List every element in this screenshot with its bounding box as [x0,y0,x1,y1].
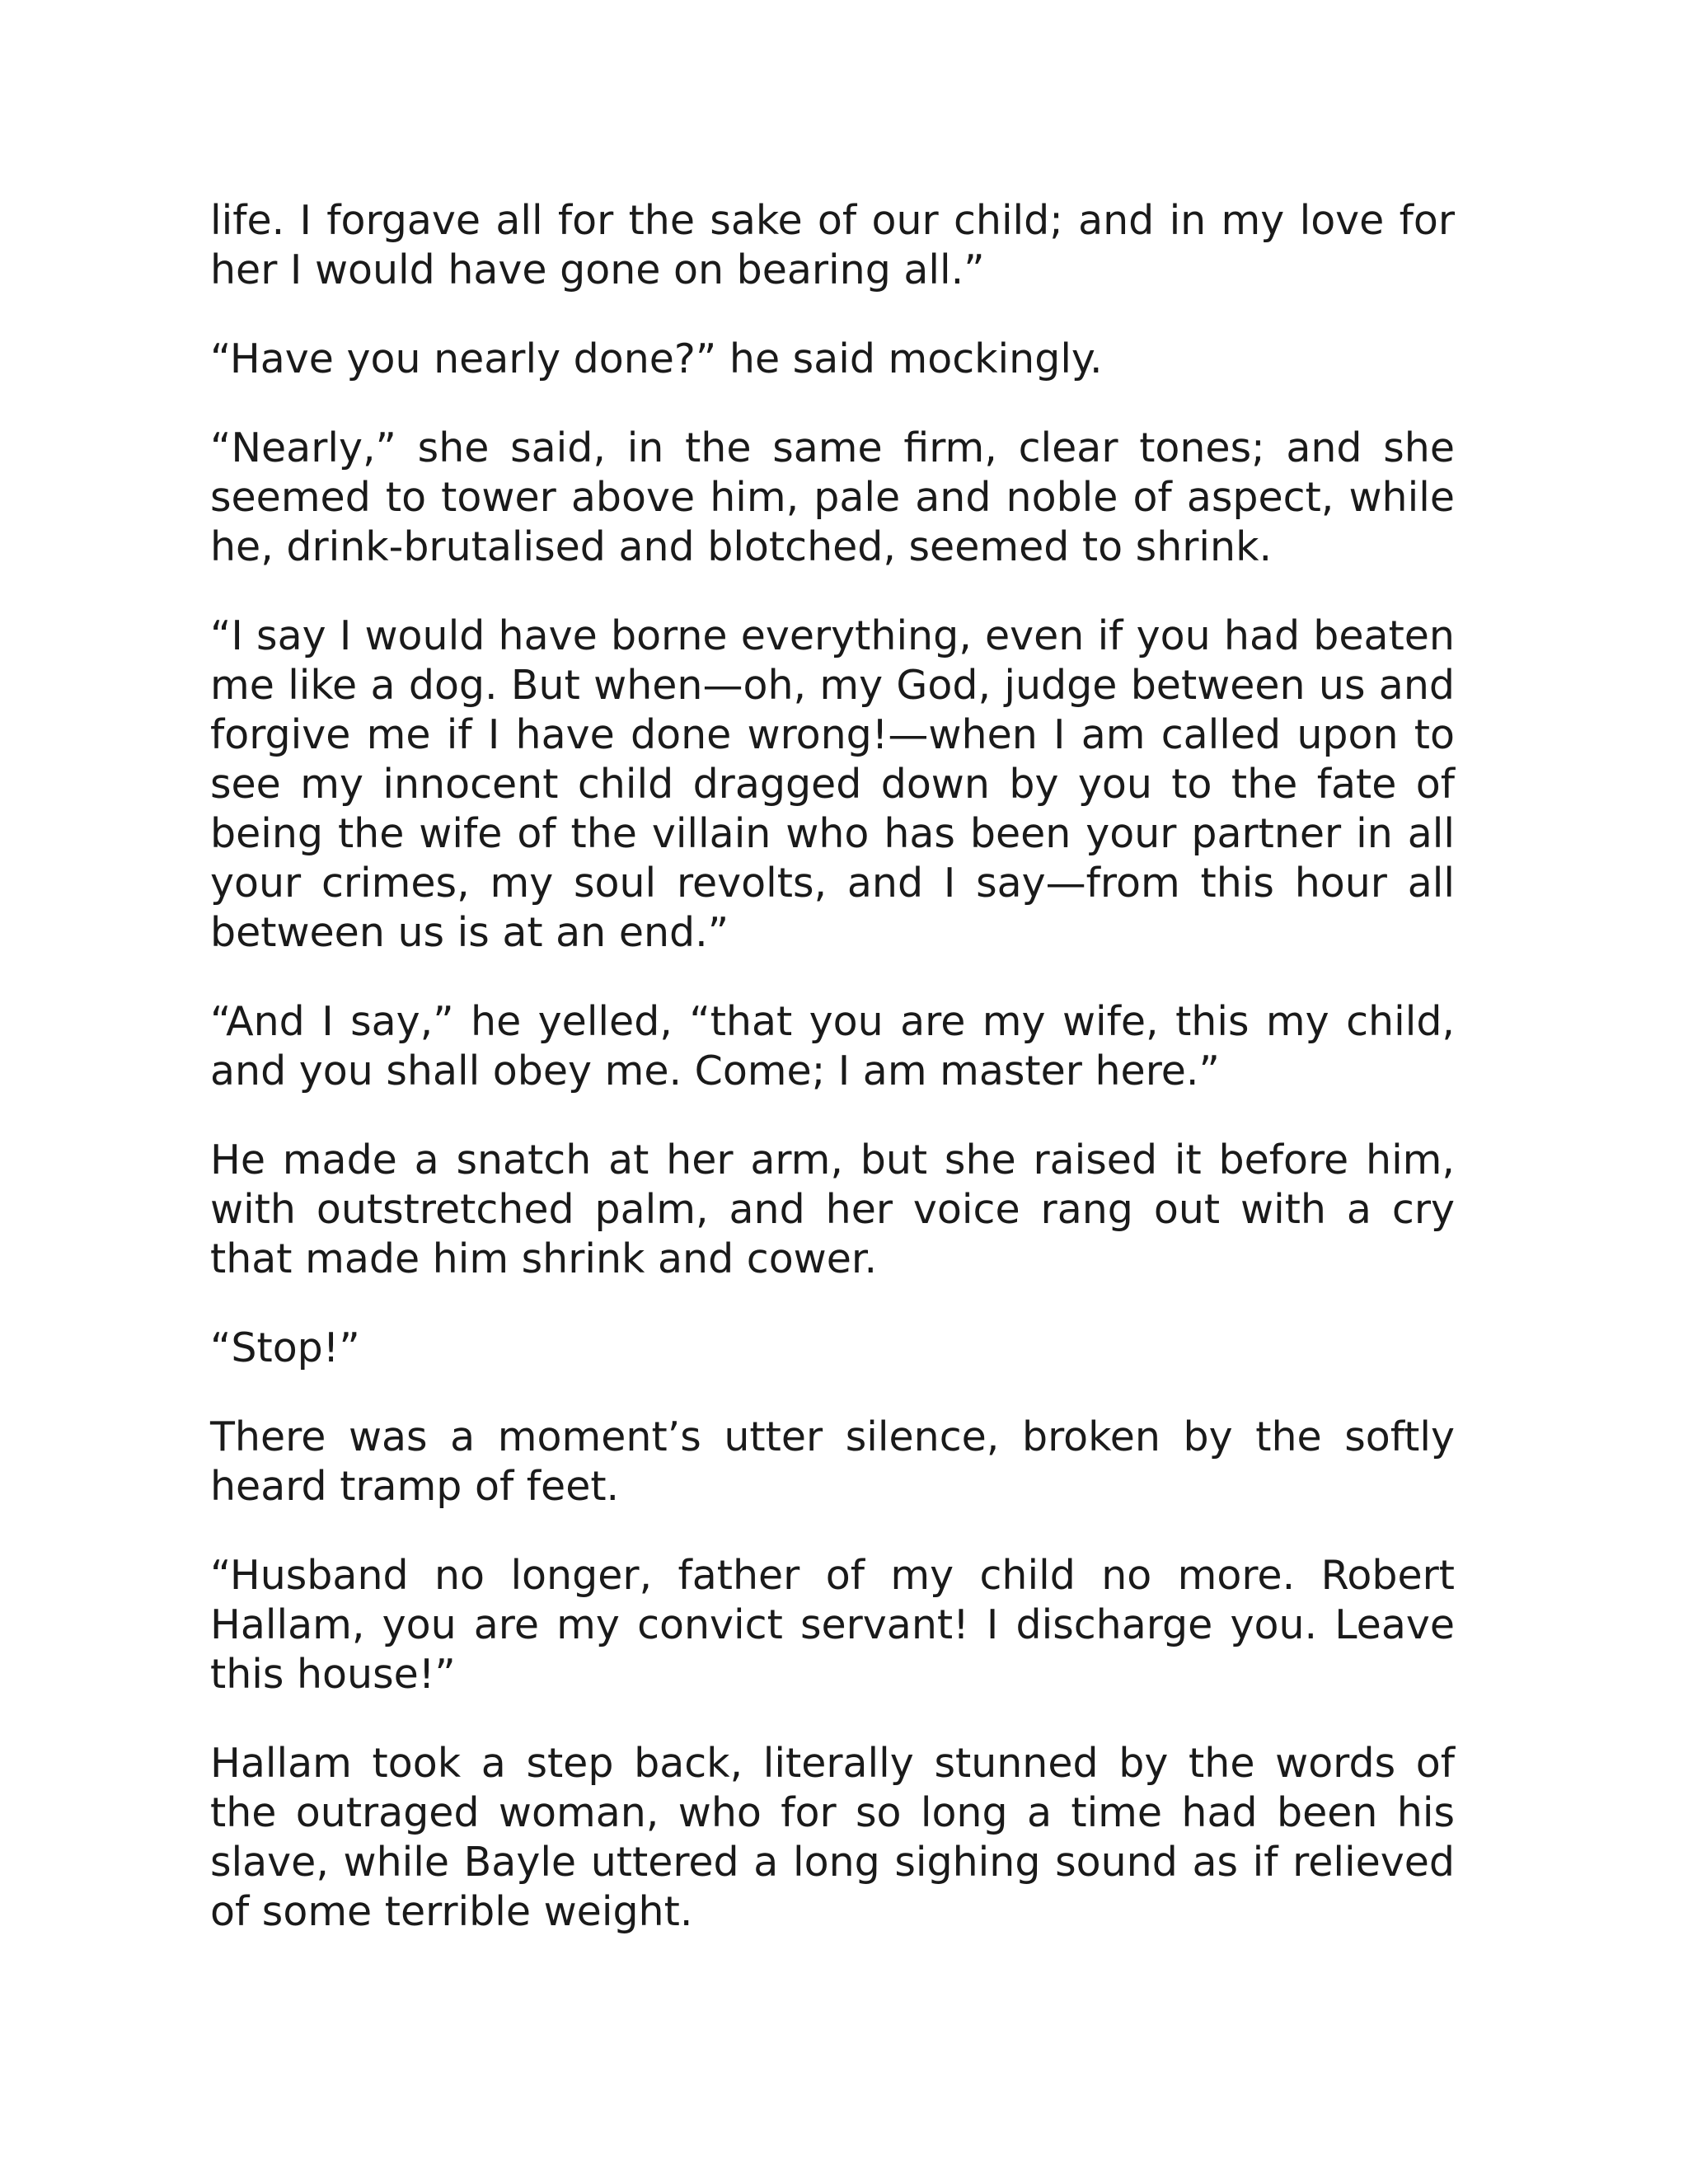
paragraph-3: “Nearly,” she said, in the same firm, clear tones; and she seemed to tower above him, pale and noble of aspect, while he, drink-brutalised and blotched, seemed to shrink. [210,424,1455,570]
paragraph-9: “Husband no longer, father of my child no more. Robert Hallam, you are my convict servant! I discharge you. Leave this house!” [210,1552,1455,1698]
paragraph-10: Hallam took a step back, literally stunned by the words of the outraged woman, who for so long a time had been his slave, while Bayle uttered a long sighing sound as if relieved of some terrible weight. [210,1740,1455,1935]
paragraph-6: He made a snatch at her arm, but she raised it before him, with outstretched palm, and her voice rang out with a cry that made him shrink and cower. [210,1137,1455,1282]
paragraph-7: “Stop!” [210,1324,360,1371]
page-body [210,196,1455,1976]
paragraph-8: There was a moment’s utter silence, broken by the softly heard tramp of feet. [210,1413,1455,1510]
paragraph-2: “Have you nearly done?” he said mockingly. [210,335,1103,382]
paragraph-5: “And I say,” he yelled, “that you are my wife, this my child, and you shall obey me. Come; I am master here.” [210,998,1455,1094]
paragraph-1: life. I forgave all for the sake of our child; and in my love for her I would have gone on bearing all.” [210,197,1455,293]
paragraph-4: “I say I would have borne everything, even if you had beaten me like a dog. But when—oh, my God, judge between us and forgive me if I have done wrong!—when I am called upon to see my innocent child dragged down by you to the fate of being the wife of the villain who has been your partner in all your crimes, my soul revolts, and I say—from this hour all between us is at an end.” [210,612,1455,956]
